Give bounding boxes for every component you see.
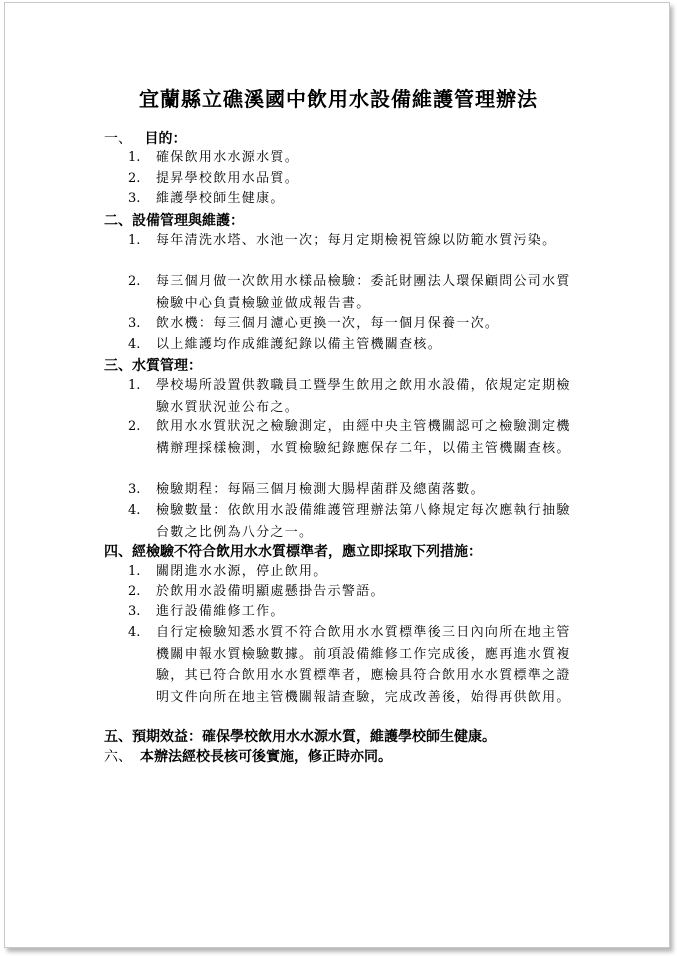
section-number: 四、 <box>104 544 132 560</box>
list-item <box>128 375 578 419</box>
list-item <box>128 188 578 210</box>
item-text: 提昇學校飲用水品質。 <box>156 171 300 186</box>
item-number: 3. <box>128 482 141 497</box>
list-item <box>128 479 578 501</box>
list-item <box>128 230 578 274</box>
list-item <box>128 416 578 482</box>
document-title: 宜蘭縣立礁溪國中飲用水設備維護管理辦法 <box>139 87 538 111</box>
item-text: 自行定檢驗知悉水質不符合飲用水水質標準後三日內向所在地主管機關申報水質檢驗數據。前項設備維修工作完成後，應再進水質複驗，其已符合飲用水水質標準者，應檢具符合飲用水水質標準之證明文件向所在地主管機關報請查驗，完成改善後，始得再供飲用。 <box>156 625 571 705</box>
section-number: 五、 <box>104 729 132 745</box>
item-number: 3. <box>128 191 141 206</box>
section-number: 三、 <box>104 358 132 374</box>
list-item <box>128 271 578 315</box>
list-item <box>128 561 578 583</box>
item-number: 1. <box>128 150 141 165</box>
item-text: 學校場所設置供教職員工暨學生飲用之飲用水設備，依規定定期檢驗水質狀況並公布之。 <box>156 378 571 415</box>
section-label: 水質管理： <box>132 358 202 374</box>
item-text: 以上維護均作成維護紀錄以備主管機關查核。 <box>156 337 443 352</box>
list-item <box>128 168 578 190</box>
section-1-heading <box>104 128 186 148</box>
item-number: 2. <box>128 584 141 599</box>
item-text: 確保飲用水水源水質。 <box>156 150 300 165</box>
section-6-heading <box>104 746 392 766</box>
item-number: 1. <box>128 564 141 579</box>
list-item <box>128 313 578 335</box>
item-text: 維護學校師生健康。 <box>156 191 285 206</box>
section-number: 六、 <box>104 749 132 765</box>
list-item <box>128 601 578 623</box>
item-text: 每年清洗水塔、水池一次；每月定期檢視管線以防範水質污染。 <box>156 233 557 248</box>
list-item <box>128 581 578 603</box>
list-item <box>128 147 578 169</box>
item-number: 3. <box>128 316 141 331</box>
item-number: 4. <box>128 625 141 640</box>
list-item <box>128 500 578 544</box>
item-text: 飲水機：每三個月濾心更換一次，每一個月保養一次。 <box>156 316 500 331</box>
section-4-heading <box>104 541 482 561</box>
section-label: 預期效益：確保學校飲用水水源水質，維護學校師生健康。 <box>132 729 496 745</box>
item-number: 2. <box>128 419 141 434</box>
item-number: 2. <box>128 274 141 289</box>
section-3-heading <box>104 355 202 375</box>
list-item <box>128 622 578 732</box>
item-number: 1. <box>128 378 141 393</box>
section-2-heading <box>104 210 244 230</box>
item-number: 1. <box>128 233 141 248</box>
section-number: 一、 <box>104 131 132 147</box>
item-number: 4. <box>128 503 141 518</box>
item-text: 檢驗期程：每隔三個月檢測大腸桿菌群及總菌落數。 <box>156 482 485 497</box>
item-text: 進行設備維修工作。 <box>156 604 285 619</box>
list-item <box>128 334 578 356</box>
section-label: 設備管理與維護： <box>132 213 244 229</box>
section-label: 目的： <box>144 131 187 147</box>
item-text: 檢驗數量：依飲用水設備維護管理辦法第八條規定每次應執行抽驗台數之比例為八分之一。 <box>156 503 571 540</box>
item-number: 4. <box>128 337 141 352</box>
item-text: 每三個月做一次飲用水樣品檢驗：委託財團法人環保顧問公司水質檢驗中心負責檢驗並做成報告書。 <box>156 274 571 311</box>
section-label: 本辦法經校長核可後實施，修正時亦同。 <box>140 749 392 765</box>
item-number: 3. <box>128 604 141 619</box>
item-number: 2. <box>128 171 141 186</box>
item-text: 飲用水水質狀況之檢驗測定，由經中央主管機關認可之檢驗測定機構辦理採樣檢測，水質檢驗紀錄應保存二年，以備主管機關查核。 <box>156 419 571 456</box>
item-text: 關閉進水水源，停止飲用。 <box>156 564 328 579</box>
section-label: 經檢驗不符合飲用水水質標準者，應立即採取下列措施： <box>132 544 482 560</box>
item-text: 於飲用水設備明顯處懸掛告示警語。 <box>156 584 385 599</box>
section-number: 二、 <box>104 213 132 229</box>
section-5-heading <box>104 726 496 746</box>
